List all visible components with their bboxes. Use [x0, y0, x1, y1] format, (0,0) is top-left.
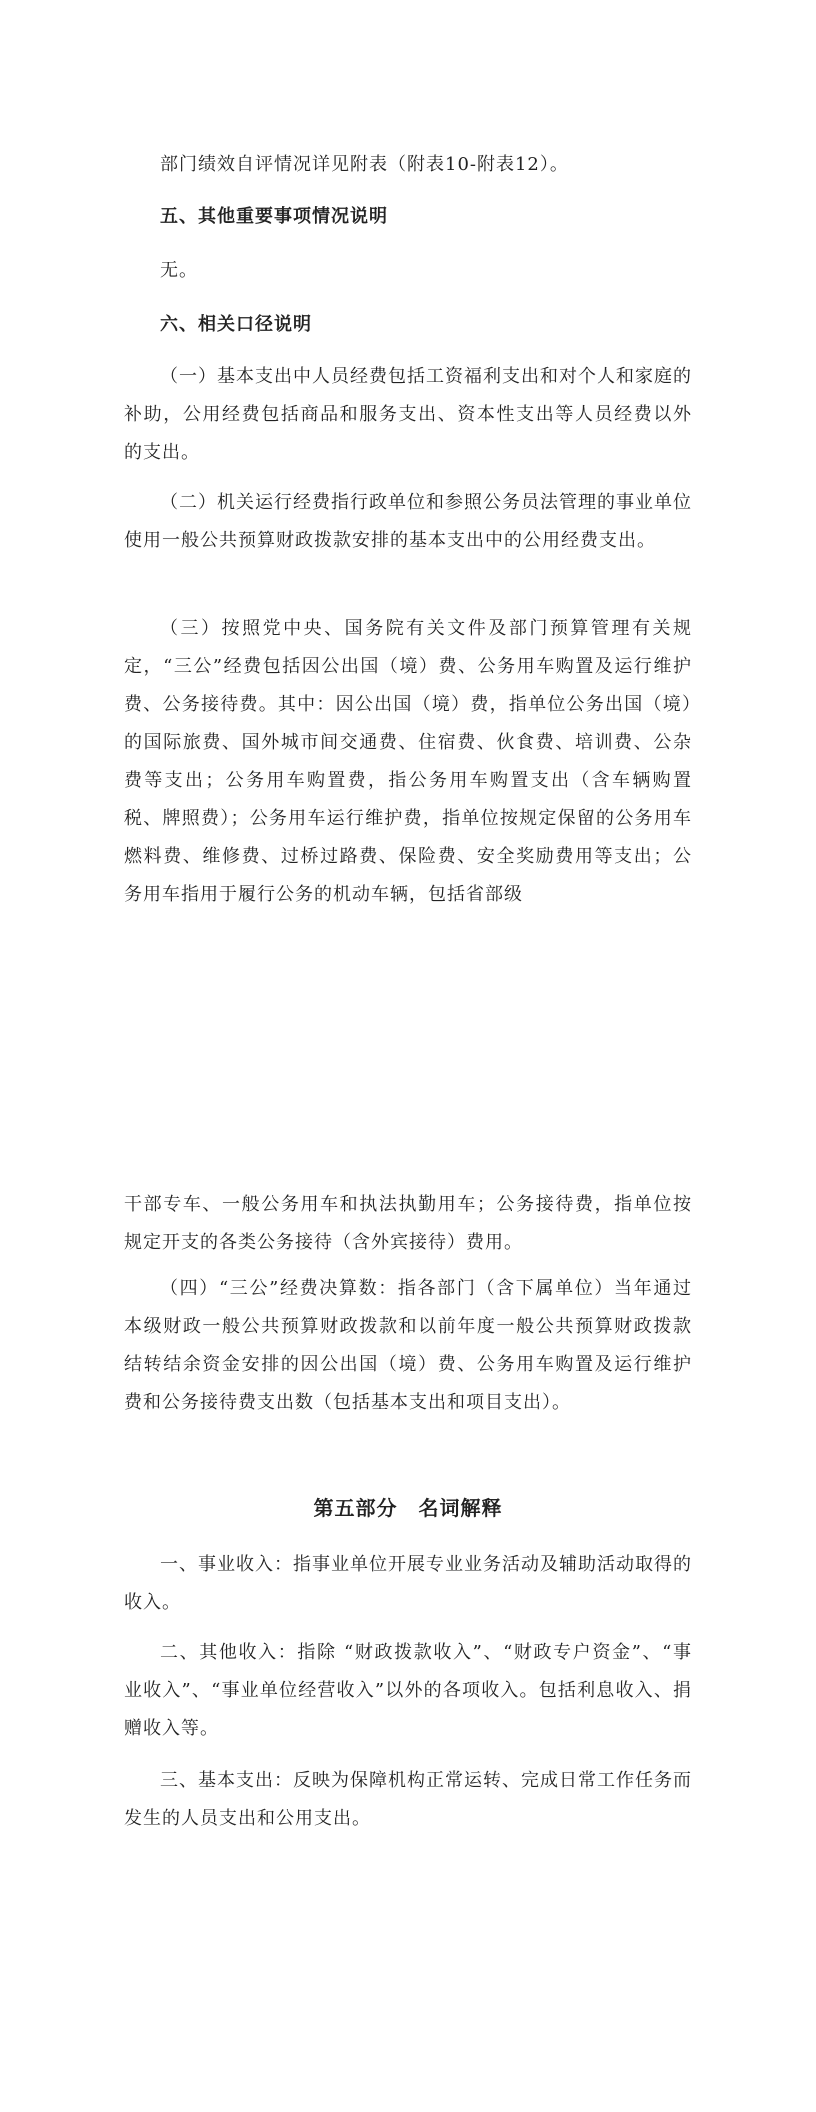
paragraph-performance-appendix: 部门绩效自评情况详见附表（附表10-附表12）。: [160, 154, 569, 175]
paragraph-three-public-expenses-continued: 干部专车、一般公务用车和执法执勤用车；公务接待费，指单位按规定开支的各类公务接待（含外宾接待）费用。: [124, 1194, 692, 1253]
term-business-income: 一、事业收入：指事业单位开展专业业务活动及辅助活动取得的收入。: [124, 1554, 692, 1613]
heading-other-matters: 五、其他重要事项情况说明: [160, 206, 388, 227]
term-other-income: 二、其他收入：指除 “财政拨款收入”、“财政专户资金”、“事业收入”、“事业单位经营收入”以外的各项收入。包括利息收入、捐赠收入等。: [124, 1642, 692, 1739]
paragraph-operating-expenses: （二）机关运行经费指行政单位和参照公务员法管理的事业单位使用一般公共预算财政拨款安排的基本支出中的公用经费支出。: [124, 492, 692, 551]
paragraph-three-public-final-accounts: （四）“三公”经费决算数：指各部门（含下属单位）当年通过本级财政一般公共预算财政拨款和以前年度一般公共预算财政拨款结转结余资金安排的因公出国（境）费、公务用车购置及运行维护费和公务接待费支出数（包括基本支出和项目支出）。: [124, 1278, 692, 1413]
paragraph-none: 无。: [160, 260, 198, 281]
paragraph-basic-expenditure: （一）基本支出中人员经费包括工资福利支出和对个人和家庭的补助，公用经费包括商品和服务支出、资本性支出等人员经费以外的支出。: [124, 366, 692, 463]
heading-definitions: 六、相关口径说明: [160, 314, 312, 335]
term-basic-expenditure: 三、基本支出：反映为保障机构正常运转、完成日常工作任务而发生的人员支出和公用支出。: [124, 1770, 692, 1829]
part-five-title: 第五部分 名词解释: [313, 1496, 503, 1520]
paragraph-three-public-expenses: （三）按照党中央、国务院有关文件及部门预算管理有关规定，“三公”经费包括因公出国（境）费、公务用车购置及运行维护费、公务接待费。其中：因公出国（境）费，指单位公务出国（境）的国际旅费、国外城市间交通费、住宿费、伙食费、培训费、公杂费等支出；公务用车购置费，指公务用车购置支出（含车辆购置税、牌照费）；公务用车运行维护费，指单位按规定保留的公务用车燃料费、维修费、过桥过路费、保险费、安全奖励费用等支出；公务用车指用于履行公务的机动车辆，包括省部级: [124, 618, 692, 905]
